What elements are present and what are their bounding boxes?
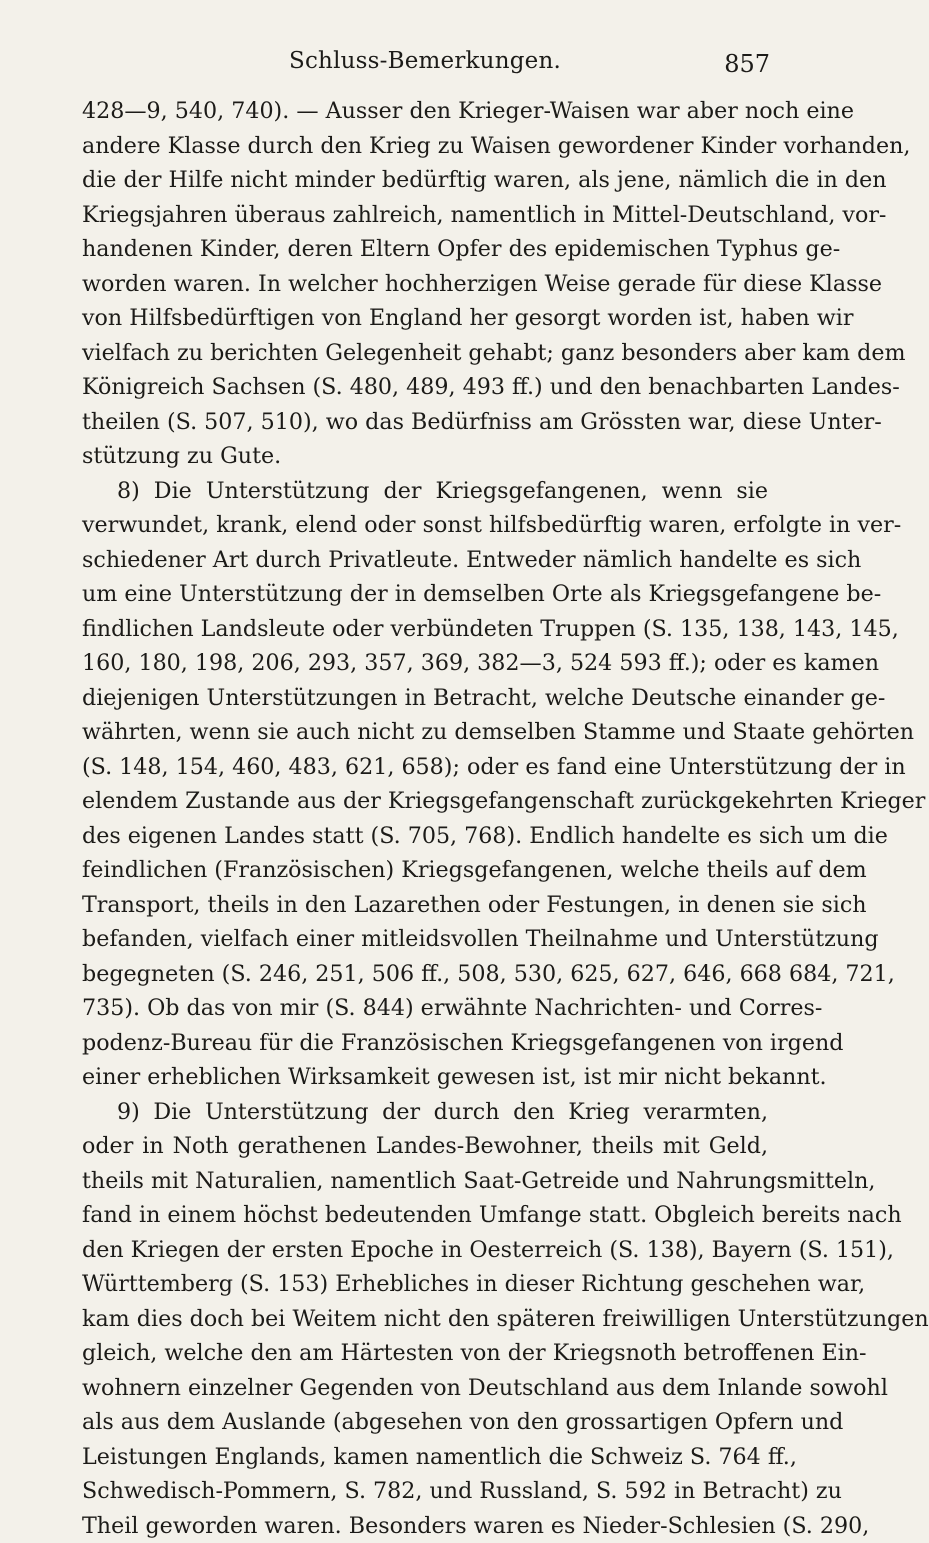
text-line: die der Hilfe nicht minder bedürftig waren, als jene, nämlich die in den: [82, 163, 768, 198]
text-line: handenen Kinder, deren Eltern Opfer des epidemischen Typhus ge-: [82, 232, 768, 267]
text-line: Württemberg (S. 153) Erhebliches in dieser Richtung geschehen war,: [82, 1267, 768, 1302]
text-line: schiedener Art durch Privatleute. Entweder nämlich handelte es sich: [82, 543, 768, 578]
text-line: vielfach zu berichten Gelegenheit gehabt; ganz besonders aber kam dem: [82, 336, 768, 371]
text-line: Leistungen Englands, kamen namentlich die Schweiz S. 764 ff.,: [82, 1440, 768, 1475]
running-title: Schluss-Bemerkungen.: [80, 48, 770, 74]
text-line: andere Klasse durch den Krieg zu Waisen gewordener Kinder vorhanden,: [82, 129, 768, 164]
text-line: Schwedisch-Pommern, S. 782, und Russland, S. 592 in Betracht) zu: [82, 1474, 768, 1509]
section-heading-line: 9) Die Unterstützung der durch den Krieg verarmten,: [82, 1095, 768, 1130]
text-line: kam dies doch bei Weitem nicht den späteren freiwilligen Unterstützungen: [82, 1302, 768, 1337]
text-line: von Hilfsbedürftigen von England her gesorgt worden ist, haben wir: [82, 301, 768, 336]
text-line: podenz-Bureau für die Französischen Kriegsgefangenen von irgend: [82, 1026, 768, 1061]
text-line: 735). Ob das von mir (S. 844) erwähnte Nachrichten- und Corres-: [82, 991, 768, 1026]
text-line: wohnern einzelner Gegenden von Deutschland aus dem Inlande sowohl: [82, 1371, 768, 1406]
text-line: fand in einem höchst bedeutenden Umfange statt. Obgleich bereits nach: [82, 1198, 768, 1233]
text-line: (S. 148, 154, 460, 483, 621, 658); oder es fand eine Unterstützung der in: [82, 750, 768, 785]
text-line: währten, wenn sie auch nicht zu demselben Stamme und Staate gehörten: [82, 715, 768, 750]
body-text: [82, 94, 768, 1543]
section-heading-line: 8) Die Unterstützung der Kriegsgefangenen, wenn sie: [82, 474, 768, 509]
text-line: 160, 180, 198, 206, 293, 357, 369, 382—3, 524 593 ff.); oder es kamen: [82, 646, 768, 681]
text-line: worden waren. In welcher hochherzigen Weise gerade für diese Klasse: [82, 267, 768, 302]
text-line: diejenigen Unterstützungen in Betracht, welche Deutsche einander ge-: [82, 681, 768, 716]
text-line: gleich, welche den am Härtesten von der Kriegsnoth betroffenen Ein-: [82, 1336, 768, 1371]
running-head: [80, 48, 770, 80]
text-line: einer erheblichen Wirksamkeit gewesen ist, ist mir nicht bekannt.: [82, 1060, 768, 1095]
text-line: begegneten (S. 246, 251, 506 ff., 508, 530, 625, 627, 646, 668 684, 721,: [82, 957, 768, 992]
text-line: befanden, vielfach einer mitleidsvollen Theilnahme und Unterstützung: [82, 922, 768, 957]
text-line: theils mit Naturalien, namentlich Saat-Getreide und Nahrungsmitteln,: [82, 1164, 768, 1199]
text-line: stützung zu Gute.: [82, 439, 768, 474]
text-line: theilen (S. 507, 510), wo das Bedürfniss am Grössten war, diese Unter-: [82, 405, 768, 440]
text-line: findlichen Landsleute oder verbündeten Truppen (S. 135, 138, 143, 145,: [82, 612, 768, 647]
text-line: als aus dem Auslande (abgesehen von den grossartigen Opfern und: [82, 1405, 768, 1440]
text-line: des eigenen Landes statt (S. 705, 768). Endlich handelte es sich um die: [82, 819, 768, 854]
text-line: elendem Zustande aus der Kriegsgefangenschaft zurückgekehrten Krieger: [82, 784, 768, 819]
text-line: Kriegsjahren überaus zahlreich, namentlich in Mittel-Deutschland, vor-: [82, 198, 768, 233]
text-line: oder in Noth gerathenen Landes-Bewohner, theils mit Geld,: [82, 1129, 768, 1164]
text-line: verwundet, krank, elend oder sonst hilfsbedürftig waren, erfolgte in ver-: [82, 508, 768, 543]
page-number: 857: [724, 50, 770, 78]
text-line: 428—9, 540, 740). — Ausser den Krieger-Waisen war aber noch eine: [82, 94, 768, 129]
text-line: den Kriegen der ersten Epoche in Oesterreich (S. 138), Bayern (S. 151),: [82, 1233, 768, 1268]
text-line: Transport, theils in den Lazarethen oder Festungen, in denen sie sich: [82, 888, 768, 923]
text-line: Theil geworden waren. Besonders waren es Nieder-Schlesien (S. 290,: [82, 1509, 768, 1543]
text-line: um eine Unterstützung der in demselben Orte als Kriegsgefangene be-: [82, 577, 768, 612]
text-line: feindlichen (Französischen) Kriegsgefangenen, welche theils auf dem: [82, 853, 768, 888]
text-line: Königreich Sachsen (S. 480, 489, 493 ff.) und den benachbarten Landes-: [82, 370, 768, 405]
